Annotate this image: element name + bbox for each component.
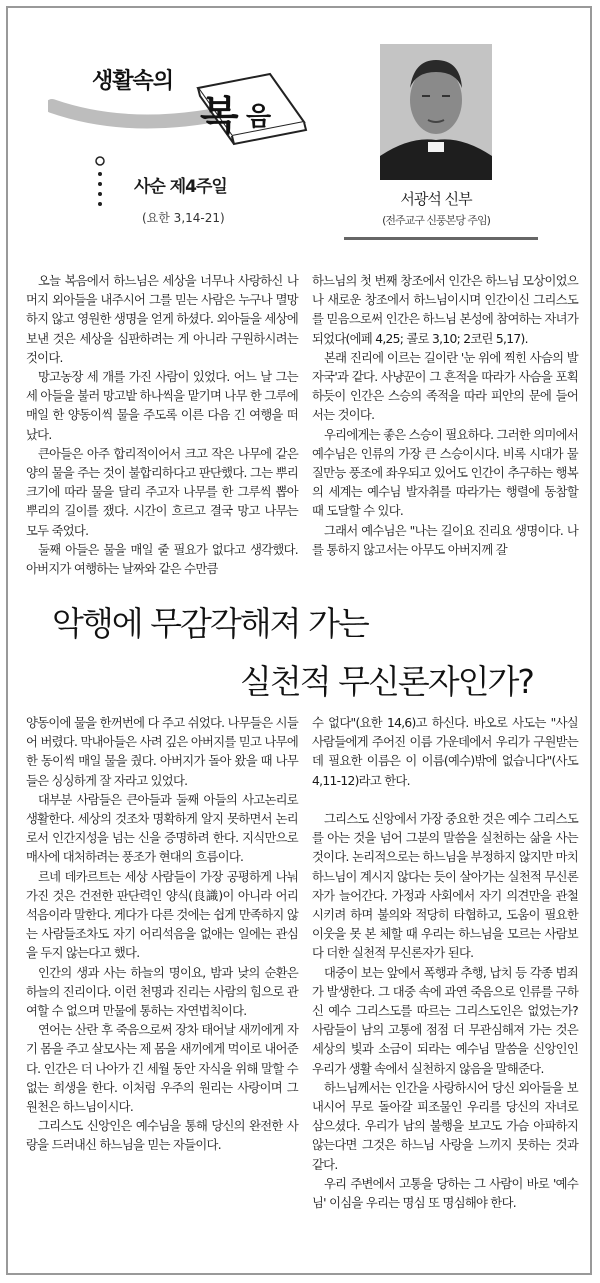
author-divider [344, 237, 538, 240]
article-column-2 [312, 272, 578, 560]
paragraph: 대중이 보는 앞에서 폭행과 추행, 납치 등 각종 범죄가 발생한다. 그 대중 속에 과연 죽음으로 인류를 구하신 예수 그리스도를 따르는 그리스도인은 없었는가? 사람들이 남의 고통에 점점 더 무관심해져 가는 것은 세상의 빛과 소금이 되라는 예수님 말씀을 신앙인인 우리가 생활 속에서 실천하지 않음을 말해준다. [312, 965, 578, 1076]
gospel-reference: (요한 3,14-21) [142, 211, 225, 225]
paragraph: 그리스도 신앙인은 예수님을 통해 당신의 완전한 사랑을 드러내신 하느님을 믿는 자들이다. [26, 1119, 298, 1153]
paragraph: 망고농장 세 개를 가진 사람이 있었다. 어느 날 그는 세 아들을 불러 망고밭 하나씩을 맡기며 나무 한 그루에 매일 한 양동이씩 물을 주도록 이른 다음 긴 여행을 떠났다. [26, 370, 298, 442]
title-big-1: 복 [200, 93, 239, 139]
paragraph: 하느님께서는 인간을 사랑하시어 당신 외아들을 보내시어 무로 돌아갈 피조물인 우리를 당신의 자녀로 삼으셨다. 우리가 남의 불행을 보고도 가슴 아파하지 않는다면 그것은 하느님 사랑을 느끼지 못하는 것과 같다. [312, 1080, 578, 1172]
dots-icon [94, 156, 106, 212]
paragraph: 대부분 사람들은 큰아들과 둘째 아들의 사고논리로 생활한다. 세상의 것조차 명확하게 알지 못하면서 논리로서 인간지성을 넘는 신을 증명하려 한다. 지식만으로 매사에 대처하려는 풍조가 현대의 흐름이다. [26, 792, 298, 865]
paragraph: 둘째 아들은 물을 매일 줄 필요가 없다고 생각했다. 아버지가 여행하는 날짜와 같은 수만큼 [26, 542, 298, 577]
article-column-3 [26, 714, 298, 1156]
column-masthead [48, 44, 318, 254]
liturgical-sunday: 사순 제4주일 [134, 177, 227, 197]
bible-swoosh-graphic [48, 44, 318, 154]
paragraph: 인간의 생과 사는 하늘의 명이요, 밤과 낮의 순환은 하늘의 진리이다. 이런 천명과 진리는 사람의 힘으로 관여할 수 없으며 만물에 통하는 자연법칙이다. [26, 965, 298, 1019]
paragraph: 하느님의 첫 번째 창조에서 인간은 하느님 모상이었으나 새로운 창조에서 하느님이시며 인간이신 그리스도를 믿음으로써 인간은 하느님 본성에 참여하는 자녀가 되었다(에페 4,25; 콜로 3,10; 2코린 5,17). [312, 274, 578, 346]
author-photo [380, 44, 492, 180]
paragraph: 그래서 예수님은 "나는 길이요 진리요 생명이다. 나를 통하지 않고서는 아무도 아버지께 갈 [312, 523, 578, 557]
paragraph: 그리스도 신앙에서 가장 중요한 것은 예수 그리스도를 아는 것을 넘어 그분의 말씀을 실천하는 삶을 사는 것이다. 논리적으로는 하느님을 부정하지 않지만 마치 하느님이 계시지 않다는 듯이 살아가는 실천적 무신론자가 늘어간다. 가정과 사회에서 자기 의견만을 관철시키려 하며 불의와 적당히 타협하고, 도움이 필요한 이웃을 못 본 체할 때 우리는 하느님을 모르는 사람보다 더한 실천적 무신론자가 된다. [312, 812, 579, 961]
paragraph: 르네 데카르트는 세상 사람들이 가장 공평하게 나눠가진 것은 건전한 판단력인 양식(良識)이 아니라 어리석음이라 말한다. 게다가 다른 것에는 쉽게 만족하지 않는 사람들조차도 자기 어리석음을 없애는 일에는 관심을 두지 않는다고 했다. [26, 869, 298, 961]
paragraph: 큰아들은 아주 합리적이어서 크고 작은 나무에 같은 양의 물을 주는 것이 불합리하다고 판단했다. 그는 뿌리 크기에 따라 물을 달리 주고자 나무를 한 그루씩 뽑아 뿌리의 길이를 쟀다. 시간이 흐르고 결국 망고 나무는 모두 죽었다. [26, 446, 298, 538]
paragraph: 양동이에 물을 한꺼번에 다 주고 쉬었다. 나무들은 시들어 버렸다. 막내아들은 사려 깊은 아버지를 믿고 나무에 한 동이씩 매일 물을 줬다. 아버지가 돌아 왔을 때 나무들은 싱싱하게 잘 자라고 있었다. [26, 716, 298, 788]
author-title: (전주교구 신풍본당 주임) [382, 214, 490, 227]
author-name: 서광석 신부 [400, 190, 472, 208]
paragraph: 본래 진리에 이르는 길이란 '눈 위에 찍힌 사슴의 발자국'과 같다. 사냥꾼이 그 흔적을 따라가 사슴을 포획하듯이 인간은 스승의 족적을 따라 피안의 문에 들어서는 것이다. [312, 350, 578, 423]
article-column-1 [26, 272, 298, 579]
paragraph: 수 없다"(요한 14,6)고 하신다. 바오로 사도는 "사실 사람들에게 주어진 이름 가운데에서 우리가 구원받는데 필요한 이름은 이 이름(예수)밖에 없습니다"(사도 4,11-12)라고 한다. [312, 716, 578, 788]
headline-line-1: 악행에 무감각해져 가는 [52, 604, 368, 643]
article-column-4 [312, 714, 578, 1213]
headline-line-2: 실천적 무신론자인가? [240, 662, 533, 701]
title-big-2: 음 [246, 102, 272, 132]
paragraph: 오늘 복음에서 하느님은 세상을 너무나 사랑하신 나머지 외아들을 내주시어 그를 믿는 사람은 누구나 멸망하지 않고 영원한 생명을 얻게 하셨다. 외아들을 세상에 보낸 것은 세상을 심판하려는 게 아니라 구원하시려는 것이다. [26, 274, 298, 365]
paragraph: 연어는 산란 후 죽음으로써 장차 태어날 새끼에게 자기 몸을 주고 살모사는 제 몸을 새끼에게 먹이로 내어준다. 인간은 더 나아가 긴 세월 동안 자식을 위해 말할 수 없는 희생을 한다. 이처럼 우주의 원리는 사랑이며 그 원천은 하느님이시다. [26, 1023, 298, 1115]
paragraph: 우리에게는 좋은 스승이 필요하다. 그러한 의미에서 예수님은 인류의 가장 큰 스승이시다. 비록 시대가 물질만능 풍조에 좌우되고 있어도 인간이 추구하는 행복의 세계는 예수님 발자취를 따라가는 행렬에 동참할 때 도달할 수 있다. [312, 427, 579, 519]
paragraph: 우리 주변에서 고통을 당하는 그 사람이 바로 '예수님' 이심을 우리는 명심 또 명심해야 한다. [312, 1176, 578, 1211]
title-small: 생활속의 [92, 69, 174, 94]
